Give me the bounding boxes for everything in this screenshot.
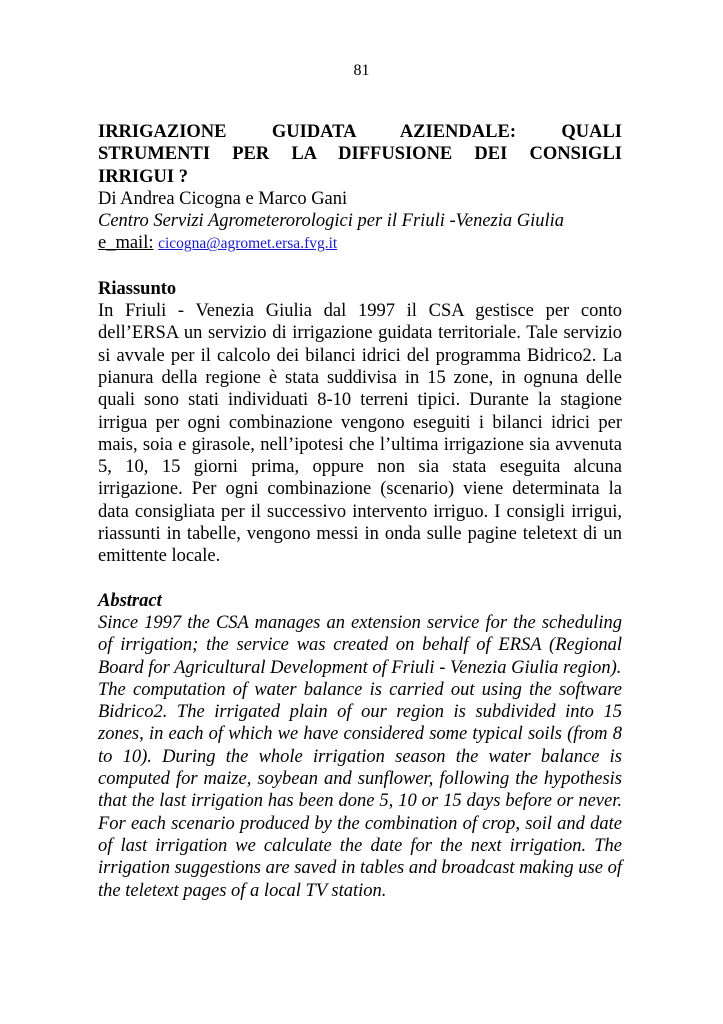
riassunto-text: In Friuli - Venezia Giulia dal 1997 il CSA gestisce per conto dell’ERSA un servizio di irrigazione guidata territoriale. Tale servizio si avvale per il calcolo dei bilanci idrici del programma Bidrico2. La pianura della regione è stata suddivisa in 15 zone, in ognuna delle quali sono stati individuati 8-10 terreni tipici. Durante la stagione irrigua per ogni combinazione vengono eseguiti i bilanci idrici per mais, soia e girasole, nell’ipotesi che l’ultima irrigazione sia avvenuta 5, 10, 15 giorni prima, oppure non sia stata eseguita alcuna irrigazione. Per ogni combinazione (scenario) viene determinata la data consigliata per il successivo intervento irriguo. I consigli irrigui, riassunti in tabelle, vengono messi in onda sulle pagine teletext di un emittente locale.	[98, 301, 622, 567]
abstract-paragraph-2: The computation of water balance is carried out using the software Bidrico2. The irrigated plain of our region is subdivided into 15 zones, in each of which we have considered some typical soils (from 8 to 10). During the whole irrigation season the water balance is computed for maize, soybean and sunflower, following the hypothesis that the last irrigation has been done 5, 10 or 15 days before or never. For each scenario produced by the combination of crop, soil and date of last irrigation we calculate the date for the next irrigation. The irrigation suggestions are saved in tables and broadcast making use of the teletext pages of a local TV station.	[98, 679, 622, 901]
abstract-heading: Abstract	[98, 590, 162, 611]
abstract-paragraph-1: Since 1997 the CSA manages an extension service for the scheduling of irrigation; the service was created on behalf of ERSA (Regional Board for Agricultural Development of Friuli - Venezia Giulia region).	[98, 612, 622, 678]
title-line-3: IRRIGUI ?	[98, 166, 188, 187]
email-row	[98, 232, 622, 255]
article-title	[98, 121, 622, 188]
page-number: 81	[353, 62, 370, 79]
authors: Di Andrea Cicogna e Marco Gani	[98, 188, 348, 209]
email-link[interactable]: cicogna@agromet.ersa.fvg.it	[158, 235, 338, 253]
riassunto-heading: Riassunto	[98, 278, 177, 299]
article-body	[98, 121, 622, 902]
title-line-2: STRUMENTI PER LA DIFFUSIONE DEI CONSIGLI	[98, 144, 622, 165]
title-line-1: IRRIGAZIONE GUIDATA AZIENDALE: QUALI	[98, 122, 622, 142]
affiliation: Centro Servizi Agrometerorologici per il Friuli -Venezia Giulia	[98, 211, 565, 232]
email-label: e_mail:	[98, 233, 154, 254]
